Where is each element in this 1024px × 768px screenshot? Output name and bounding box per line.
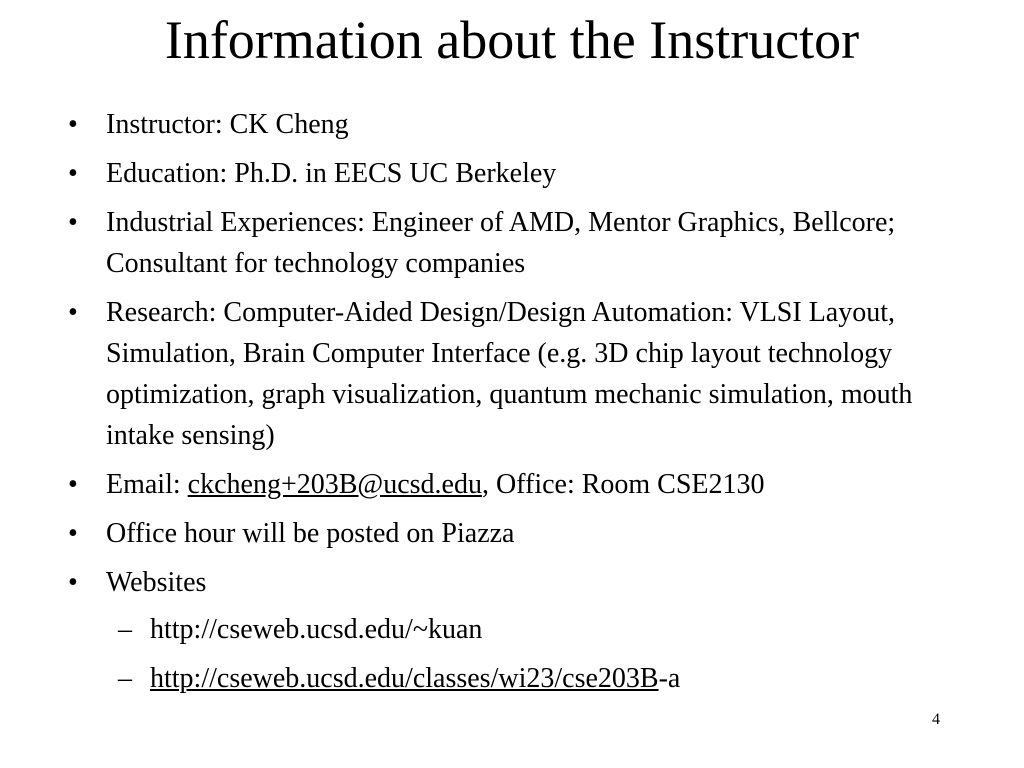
website-item-class	[106, 658, 984, 699]
slide-title: Information about the Instructor	[164, 10, 860, 70]
education-text: Education: Ph.D. in EECS UC Berkeley	[106, 158, 557, 189]
research-text: Research: Computer-Aided Design/Design Automation: VLSI Layout, Simulation, Brain Computer Interface (e.g. 3D chip layout technology optimization, graph visualization, quantum mechanic simulation, mouth intake sensing)	[106, 297, 913, 451]
instructor-text: Instructor: CK Cheng	[106, 109, 349, 140]
office-hour-text: Office hour will be posted on Piazza	[106, 518, 515, 549]
bullet-office-hour	[0, 513, 1024, 554]
dash-icon: –	[118, 663, 132, 694]
bullet-research	[0, 292, 1024, 456]
bullet-email	[0, 464, 1024, 505]
bullet-icon: •	[68, 297, 78, 328]
bullet-industrial-experiences	[0, 202, 1024, 284]
class-website-link[interactable]: http://cseweb.ucsd.edu/classes/wi23/cse203B	[150, 663, 659, 694]
bullet-icon: •	[68, 469, 78, 500]
bullet-icon: •	[68, 158, 78, 189]
industrial-experiences-text: Industrial Experiences: Engineer of AMD, Mentor Graphics, Bellcore; Consultant for technology companies	[106, 207, 896, 279]
bullet-icon: •	[68, 518, 78, 549]
bullet-instructor	[0, 104, 1024, 145]
website-item-personal	[106, 609, 984, 650]
bullet-education	[0, 153, 1024, 194]
page-number: 4	[932, 711, 940, 728]
email-prefix: Email:	[106, 469, 188, 500]
class-website-suffix: -a	[658, 663, 681, 694]
websites-sublist	[106, 609, 984, 699]
bullet-icon: •	[68, 109, 78, 140]
office-text: , Office: Room CSE2130	[481, 469, 765, 500]
bullet-list	[0, 104, 1024, 707]
dash-icon: –	[118, 614, 132, 645]
bullet-websites	[0, 562, 1024, 699]
websites-text: Websites	[106, 567, 207, 598]
website-personal-text: http://cseweb.ucsd.edu/~kuan	[150, 614, 483, 645]
bullet-icon: •	[68, 567, 78, 598]
email-link[interactable]: ckcheng+203B@ucsd.edu	[187, 469, 482, 500]
bullet-icon: •	[68, 207, 78, 238]
